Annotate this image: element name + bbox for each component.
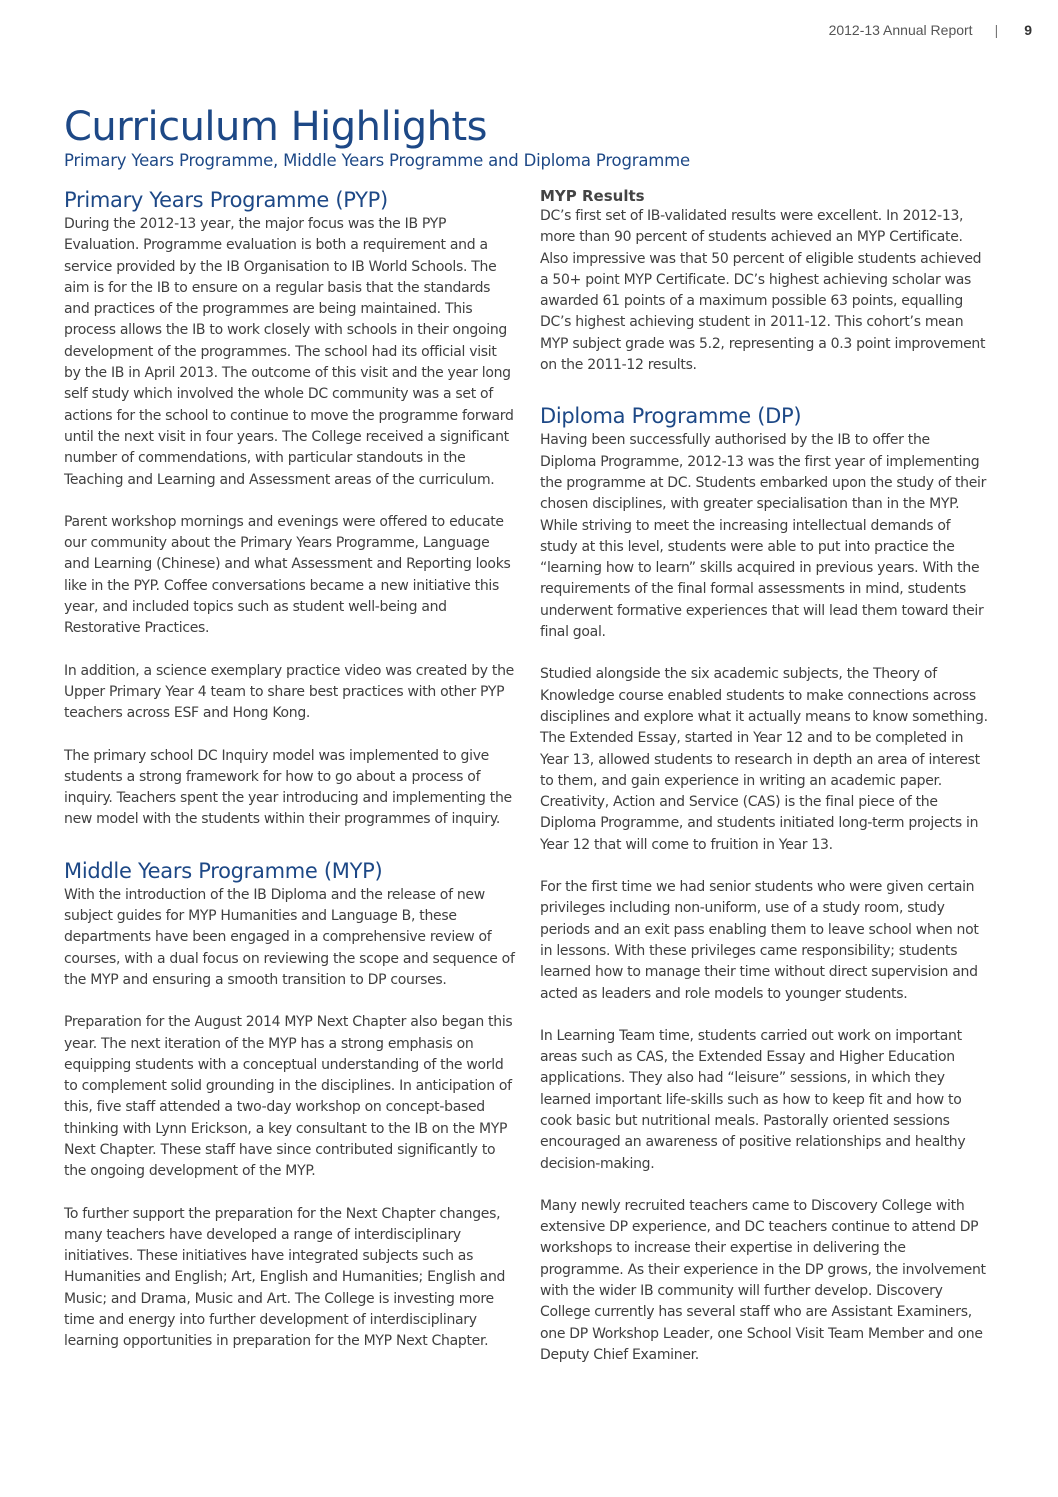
header-separator: | bbox=[994, 22, 999, 38]
dp-paragraph: Studied alongside the six academic subjects, the Theory of Knowledge course enabled students to make connections across disciplines and explore what it actually means to know something. The Extended Essay, started in Year 12 and to be completed in Year 13, allowed students to research in depth an area of interest to them, and gain experience in writing an academic paper. Creativity, Action and Service (CAS) is the final piece of the Diploma Programme, and students initiated long-term projects in Year 12 that will come to fruition in Year 13. bbox=[540, 666, 988, 853]
myp-results-paragraph: DC’s first set of IB-validated results were excellent. In 2012-13, more than 90 percent of students achieved an MYP Certificate. Also impressive was that 50 percent of eligible students achieved a 50+ point MYP Certificate. DC’s highest achieving scholar was awarded 61 points of a maximum possible 63 points, equalling DC’s highest achieving student in 2011-12. This cohort’s mean MYP subject grade was 5.2, representing a 0.3 point improvement on the 2011-12 results. bbox=[540, 208, 986, 374]
left-column bbox=[64, 186, 516, 1353]
dp-paragraph: For the first time we had senior students who were given certain privileges including non-uniform, use of a study room, study periods and an exit pass enabling them to leave school when not in lessons. With these privileges came responsibility; students learned how to manage their time without direct supervision and acted as leaders and role models to younger students. bbox=[540, 879, 979, 1002]
dp-paragraph: Many newly recruited teachers came to Discovery College with extensive DP experience, and DC teachers continue to attend DP workshops to increase their expertise in delivering the programme. As their experience in the DP grows, the involvement with the wider IB community will further develop. Discovery College currently has several staff who are Assistant Examiners, one DP Workshop Leader, one School Visit Team Member and one Deputy Chief Examiner. bbox=[540, 1197, 986, 1363]
pyp-heading: Primary Years Programme (PYP) bbox=[64, 188, 388, 212]
pyp-paragraph: In addition, a science exemplary practice video was created by the Upper Primary Year 4 team to share best practices with other PYP teachers across ESF and Hong Kong. bbox=[64, 662, 514, 722]
dp-paragraph: Having been successfully authorised by the IB to offer the Diploma Programme, 2012-13 was the first year of implementing the programme at DC. Students embarked upon the study of their chosen disciplines, with greater specialisation than in the MYP. While striving to meet the increasing intellectual demands of study at this level, students were able to put into practice the “learning how to learn” skills acquired in previous years. With the requirements of the final formal assessments in mind, students underwent formative experiences that will lead them toward their final goal. bbox=[540, 432, 987, 641]
right-column bbox=[540, 186, 990, 1366]
dp-paragraph: In Learning Team time, students carried out work on important areas such as CAS, the Extended Essay and Higher Education applications. They also had “leisure” sessions, in which they learned important life-skills such as how to keep fit and how to cook basic but nutritional meals. Pastorally oriented sessions encouraged an awareness of positive relationships and healthy decision-making. bbox=[540, 1027, 966, 1172]
page-number: 9 bbox=[1024, 22, 1032, 38]
dp-heading: Diploma Programme (DP) bbox=[540, 404, 802, 429]
page-header bbox=[829, 22, 1032, 38]
myp-paragraph: To further support the preparation for the Next Chapter changes, many teachers have developed a range of interdisciplinary initiatives. These initiatives have integrated subjects such as Humanities and English; Art, English and Humanities; English and Music; and Drama, Music and Art. The College is investing more time and energy into further development of interdisciplinary learning opportunities in preparation for the MYP Next Chapter. bbox=[64, 1205, 506, 1350]
page-title: Curriculum Highlights bbox=[64, 104, 487, 150]
pyp-paragraph: The primary school DC Inquiry model was implemented to give students a strong framework for how to go about a process of inquiry. Teachers spent the year introducing and implementing the new model with the students within their programmes of inquiry. bbox=[64, 747, 512, 828]
pyp-paragraph: During the 2012-13 year, the major focus was the IB PYP Evaluation. Programme evaluation is both a requirement and a service provided by the IB Organisation to IB World Schools. The aim is for the IB to ensure on a regular basis that the standards and practices of the programmes are being maintained. This process allows the IB to work closely with schools in their ongoing development of the programmes. The school had its official visit by the IB in April 2013. The outcome of this visit and the year long self study which involved the whole DC community was a set of actions for the school to continue to move the programme forward until the next visit in four years. The College received a significant number of commendations, with particular standouts in the Teaching and Learning and Assessment areas of the curriculum. bbox=[64, 216, 514, 488]
myp-paragraph: With the introduction of the IB Diploma and the release of new subject guides for MYP Humanities and Language B, these departments have been engaged in a comprehensive review of courses, with a dual focus on reviewing the scope and sequence of the MYP and ensuring a smooth transition to DP courses. bbox=[64, 886, 515, 988]
myp-results-heading: MYP Results bbox=[540, 187, 645, 205]
pyp-paragraph: Parent workshop mornings and evenings were offered to educate our community about the Primary Years Programme, Language and Learning (Chinese) and what Assessment and Reporting looks like in the PYP. Coffee conversations became a new initiative this year, and included topics such as student well-being and Restorative Practices. bbox=[64, 513, 511, 637]
myp-heading: Middle Years Programme (MYP) bbox=[64, 858, 383, 883]
report-title: 2012-13 Annual Report bbox=[828, 22, 973, 38]
myp-paragraph: Preparation for the August 2014 MYP Next Chapter also began this year. The next iteration of the MYP has a strong emphasis on equipping students with a conceptual understanding of the world to complement solid grounding in the disciplines. In anticipation of this, five staff attended a two-day workshop on concept-based thinking with Lynn Erickson, a key consultant to the IB on the MYP Next Chapter. These staff have since contributed significantly to the ongoing development of the MYP. bbox=[64, 1014, 513, 1180]
page-subtitle: Primary Years Programme, Middle Years Programme and Diploma Programme bbox=[64, 151, 690, 170]
